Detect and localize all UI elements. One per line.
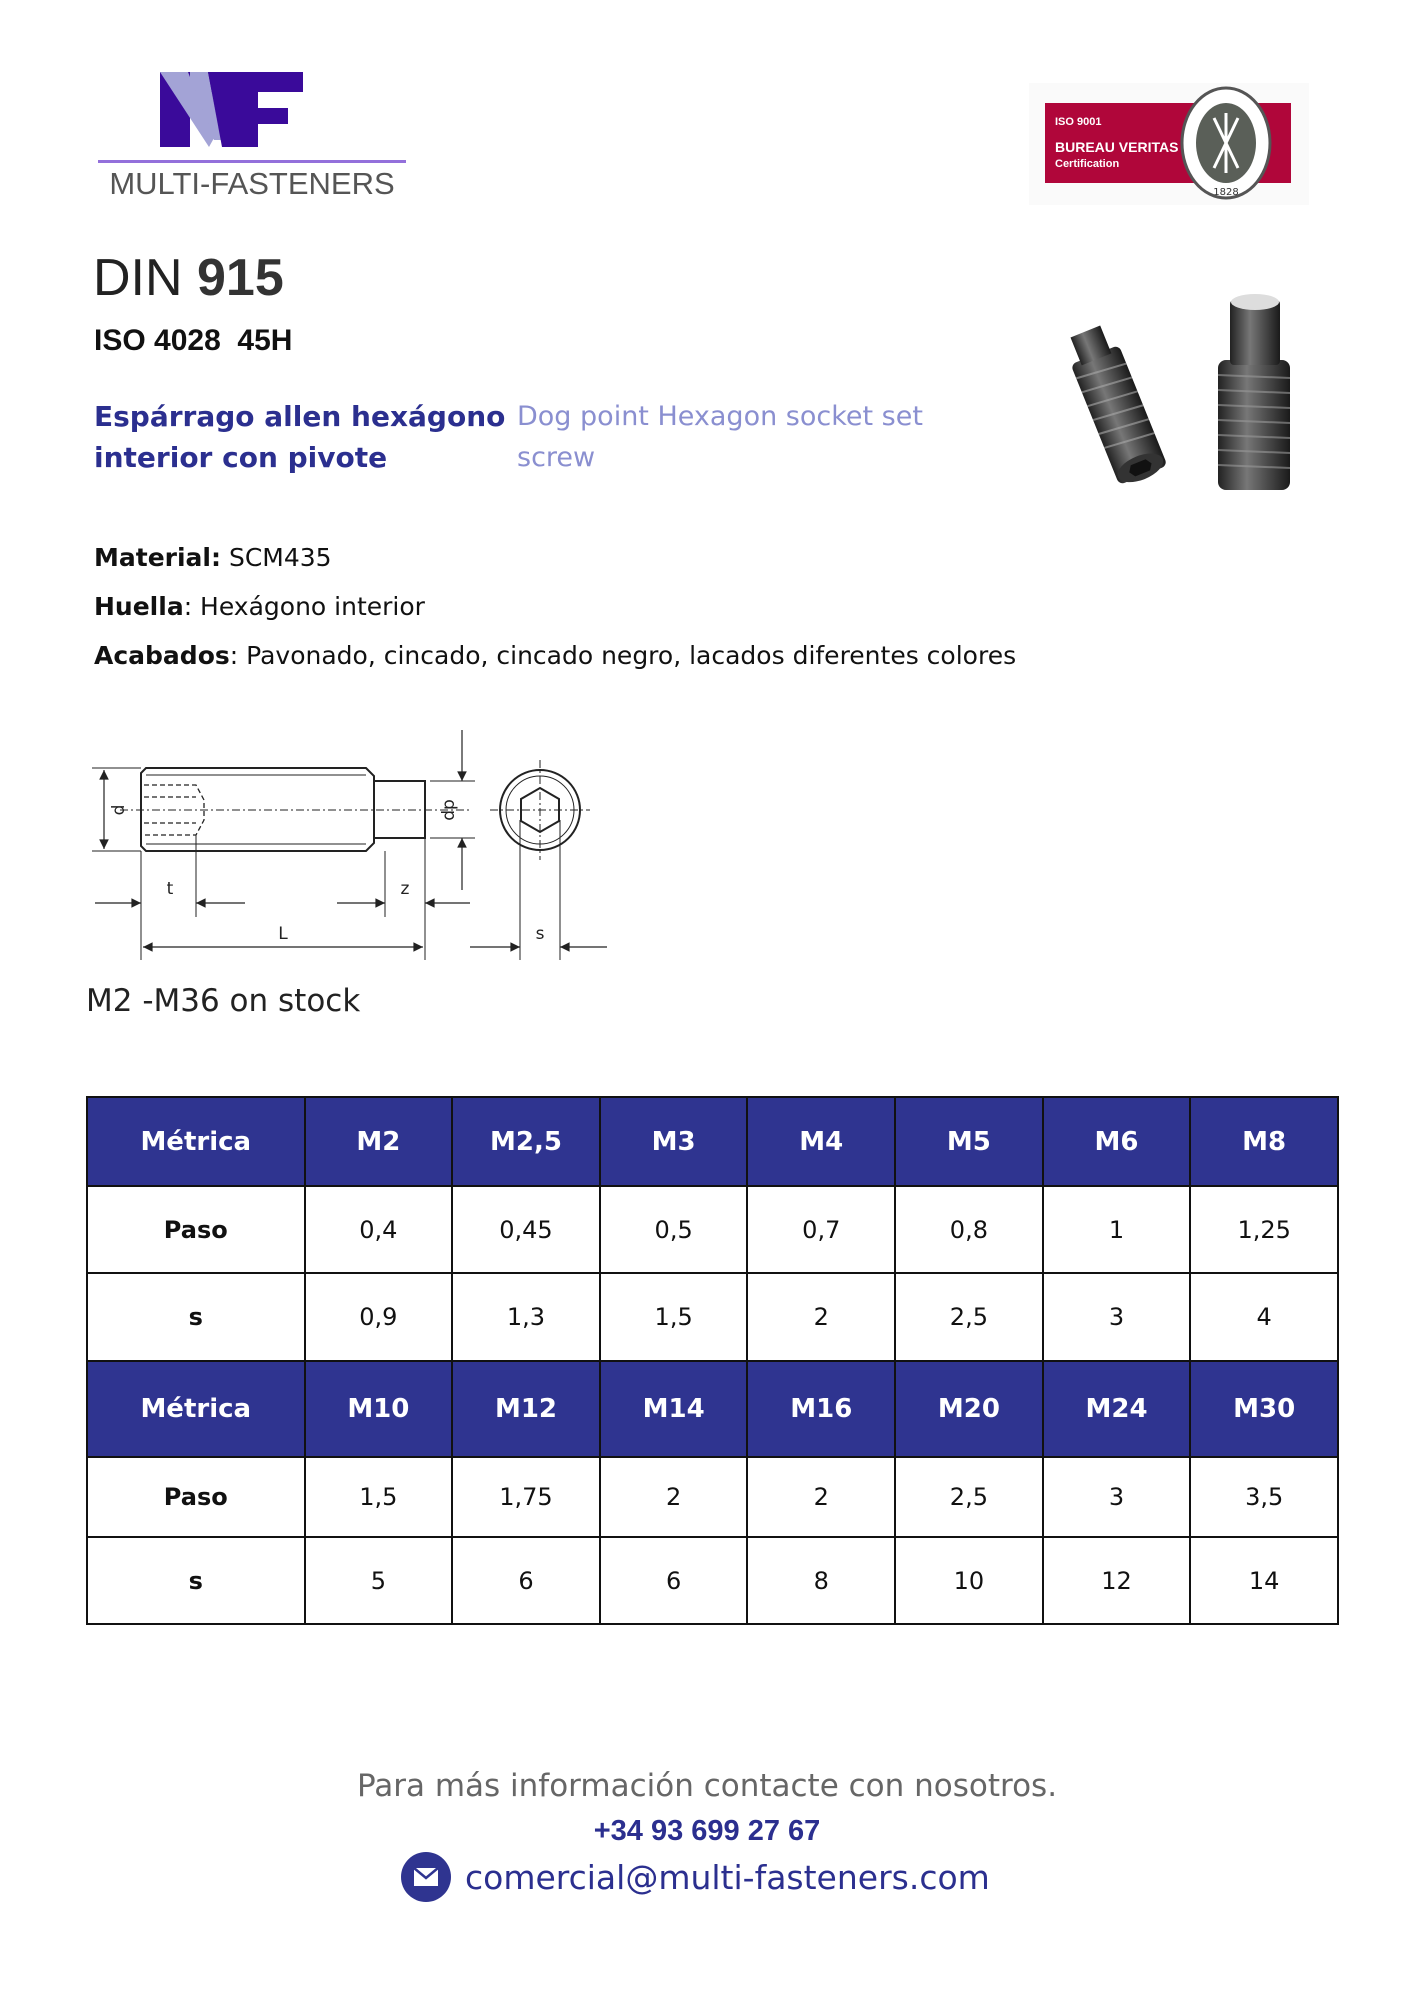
din-prefix: DIN xyxy=(93,249,183,307)
table-cell: 1,75 xyxy=(452,1457,600,1537)
technical-drawing xyxy=(0,700,640,1030)
table-cell: 0,8 xyxy=(895,1186,1043,1273)
table-cell: 1,25 xyxy=(1190,1186,1338,1273)
label-L: L xyxy=(278,924,288,944)
table-cell: 3,5 xyxy=(1190,1457,1338,1537)
header-cell: M10 xyxy=(305,1361,453,1457)
table-header-row xyxy=(87,1097,1338,1186)
header-cell: M6 xyxy=(1043,1097,1191,1186)
header-cell: Métrica xyxy=(87,1361,305,1457)
header-cell: M2 xyxy=(305,1097,453,1186)
table-cell: 0,5 xyxy=(600,1186,748,1273)
row-label: Paso xyxy=(87,1457,305,1537)
header-cell: M4 xyxy=(747,1097,895,1186)
header-cell: M12 xyxy=(452,1361,600,1457)
table-cell: 2,5 xyxy=(895,1457,1043,1537)
product-photo xyxy=(1050,290,1310,500)
row-label: Paso xyxy=(87,1186,305,1273)
table-cell: 10 xyxy=(895,1537,1043,1624)
header-cell: M2,5 xyxy=(452,1097,600,1186)
table-cell: 0,7 xyxy=(747,1186,895,1273)
header-cell: M5 xyxy=(895,1097,1043,1186)
cert-line1: ISO 9001 xyxy=(1055,116,1102,128)
product-title-en: Dog point Hexagon socket set screw xyxy=(517,401,923,473)
table-cell: 14 xyxy=(1190,1537,1338,1624)
table-cell: 0,45 xyxy=(452,1186,600,1273)
header-cell: M8 xyxy=(1190,1097,1338,1186)
iso-standard: ISO 4028 45H xyxy=(94,324,293,357)
spec-label: Huella xyxy=(94,592,184,621)
spec-material xyxy=(94,543,332,572)
header-cell: Métrica xyxy=(87,1097,305,1186)
table-row xyxy=(87,1457,1338,1537)
table-cell: 1,5 xyxy=(305,1457,453,1537)
label-dp: dp xyxy=(439,799,459,821)
contact-info: Para más información contacte con nosotros. xyxy=(356,1768,1058,1804)
product-standard xyxy=(93,248,284,308)
table-cell: 6 xyxy=(452,1537,600,1624)
cert-seal-year: 1828 xyxy=(1213,187,1239,198)
label-z: z xyxy=(400,879,410,899)
product-title-es: Espárrago allen hexágono interior con pivote xyxy=(94,400,506,474)
spec-finishes xyxy=(94,641,1016,670)
header-cell: M14 xyxy=(600,1361,748,1457)
row-label: s xyxy=(87,1537,305,1624)
table-cell: 1 xyxy=(1043,1186,1191,1273)
table-header-row xyxy=(87,1361,1338,1457)
table-cell: 3 xyxy=(1043,1273,1191,1361)
label-s: s xyxy=(535,924,545,944)
spec-value: : Pavonado, cincado, cincado negro, lacados diferentes colores xyxy=(229,641,1017,670)
table-cell: 2 xyxy=(747,1273,895,1361)
table-cell: 1,3 xyxy=(452,1273,600,1361)
phone-link[interactable]: +34 93 699 27 67 xyxy=(593,1815,821,1847)
table-row xyxy=(87,1273,1338,1361)
spec-value: : Hexágono interior xyxy=(183,592,425,621)
header-cell: M3 xyxy=(600,1097,748,1186)
label-t: t xyxy=(166,879,174,899)
header-cell: M16 xyxy=(747,1361,895,1457)
table-cell: 0,4 xyxy=(305,1186,453,1273)
table-cell: 12 xyxy=(1043,1537,1191,1624)
table-cell: 5 xyxy=(305,1537,453,1624)
stock-note: M2 -M36 on stock xyxy=(86,983,361,1019)
header-cell: M30 xyxy=(1190,1361,1338,1457)
table-cell: 0,9 xyxy=(305,1273,453,1361)
table-cell: 4 xyxy=(1190,1273,1338,1361)
envelope-icon xyxy=(401,1852,451,1902)
header-cell: M20 xyxy=(895,1361,1043,1457)
table-cell: 8 xyxy=(747,1537,895,1624)
table-cell: 3 xyxy=(1043,1457,1191,1537)
dimensions-table xyxy=(86,1096,1339,1625)
table-row xyxy=(87,1537,1338,1624)
table-cell: 6 xyxy=(600,1537,748,1624)
table-cell: 2,5 xyxy=(895,1273,1043,1361)
table-cell: 2 xyxy=(747,1457,895,1537)
spec-value: SCM435 xyxy=(221,543,332,572)
row-label: s xyxy=(87,1273,305,1361)
label-d: d xyxy=(109,804,129,816)
cert-line2: BUREAU VERITAS xyxy=(1055,139,1179,155)
certification-badge xyxy=(1029,83,1309,205)
table-cell: 1,5 xyxy=(600,1273,748,1361)
header-cell: M24 xyxy=(1043,1361,1191,1457)
email-link[interactable]: comercial@multi-fasteners.com xyxy=(465,1857,990,1897)
email-row xyxy=(401,1852,990,1902)
brand-name: MULTI-FASTENERS xyxy=(109,166,395,201)
spec-label: Material: xyxy=(94,543,221,572)
spec-label: Acabados xyxy=(94,641,230,670)
table-row xyxy=(87,1186,1338,1273)
din-number: 915 xyxy=(197,249,284,307)
cert-line3: Certification xyxy=(1055,158,1120,170)
spec-drive xyxy=(94,592,425,621)
table-cell: 2 xyxy=(600,1457,748,1537)
